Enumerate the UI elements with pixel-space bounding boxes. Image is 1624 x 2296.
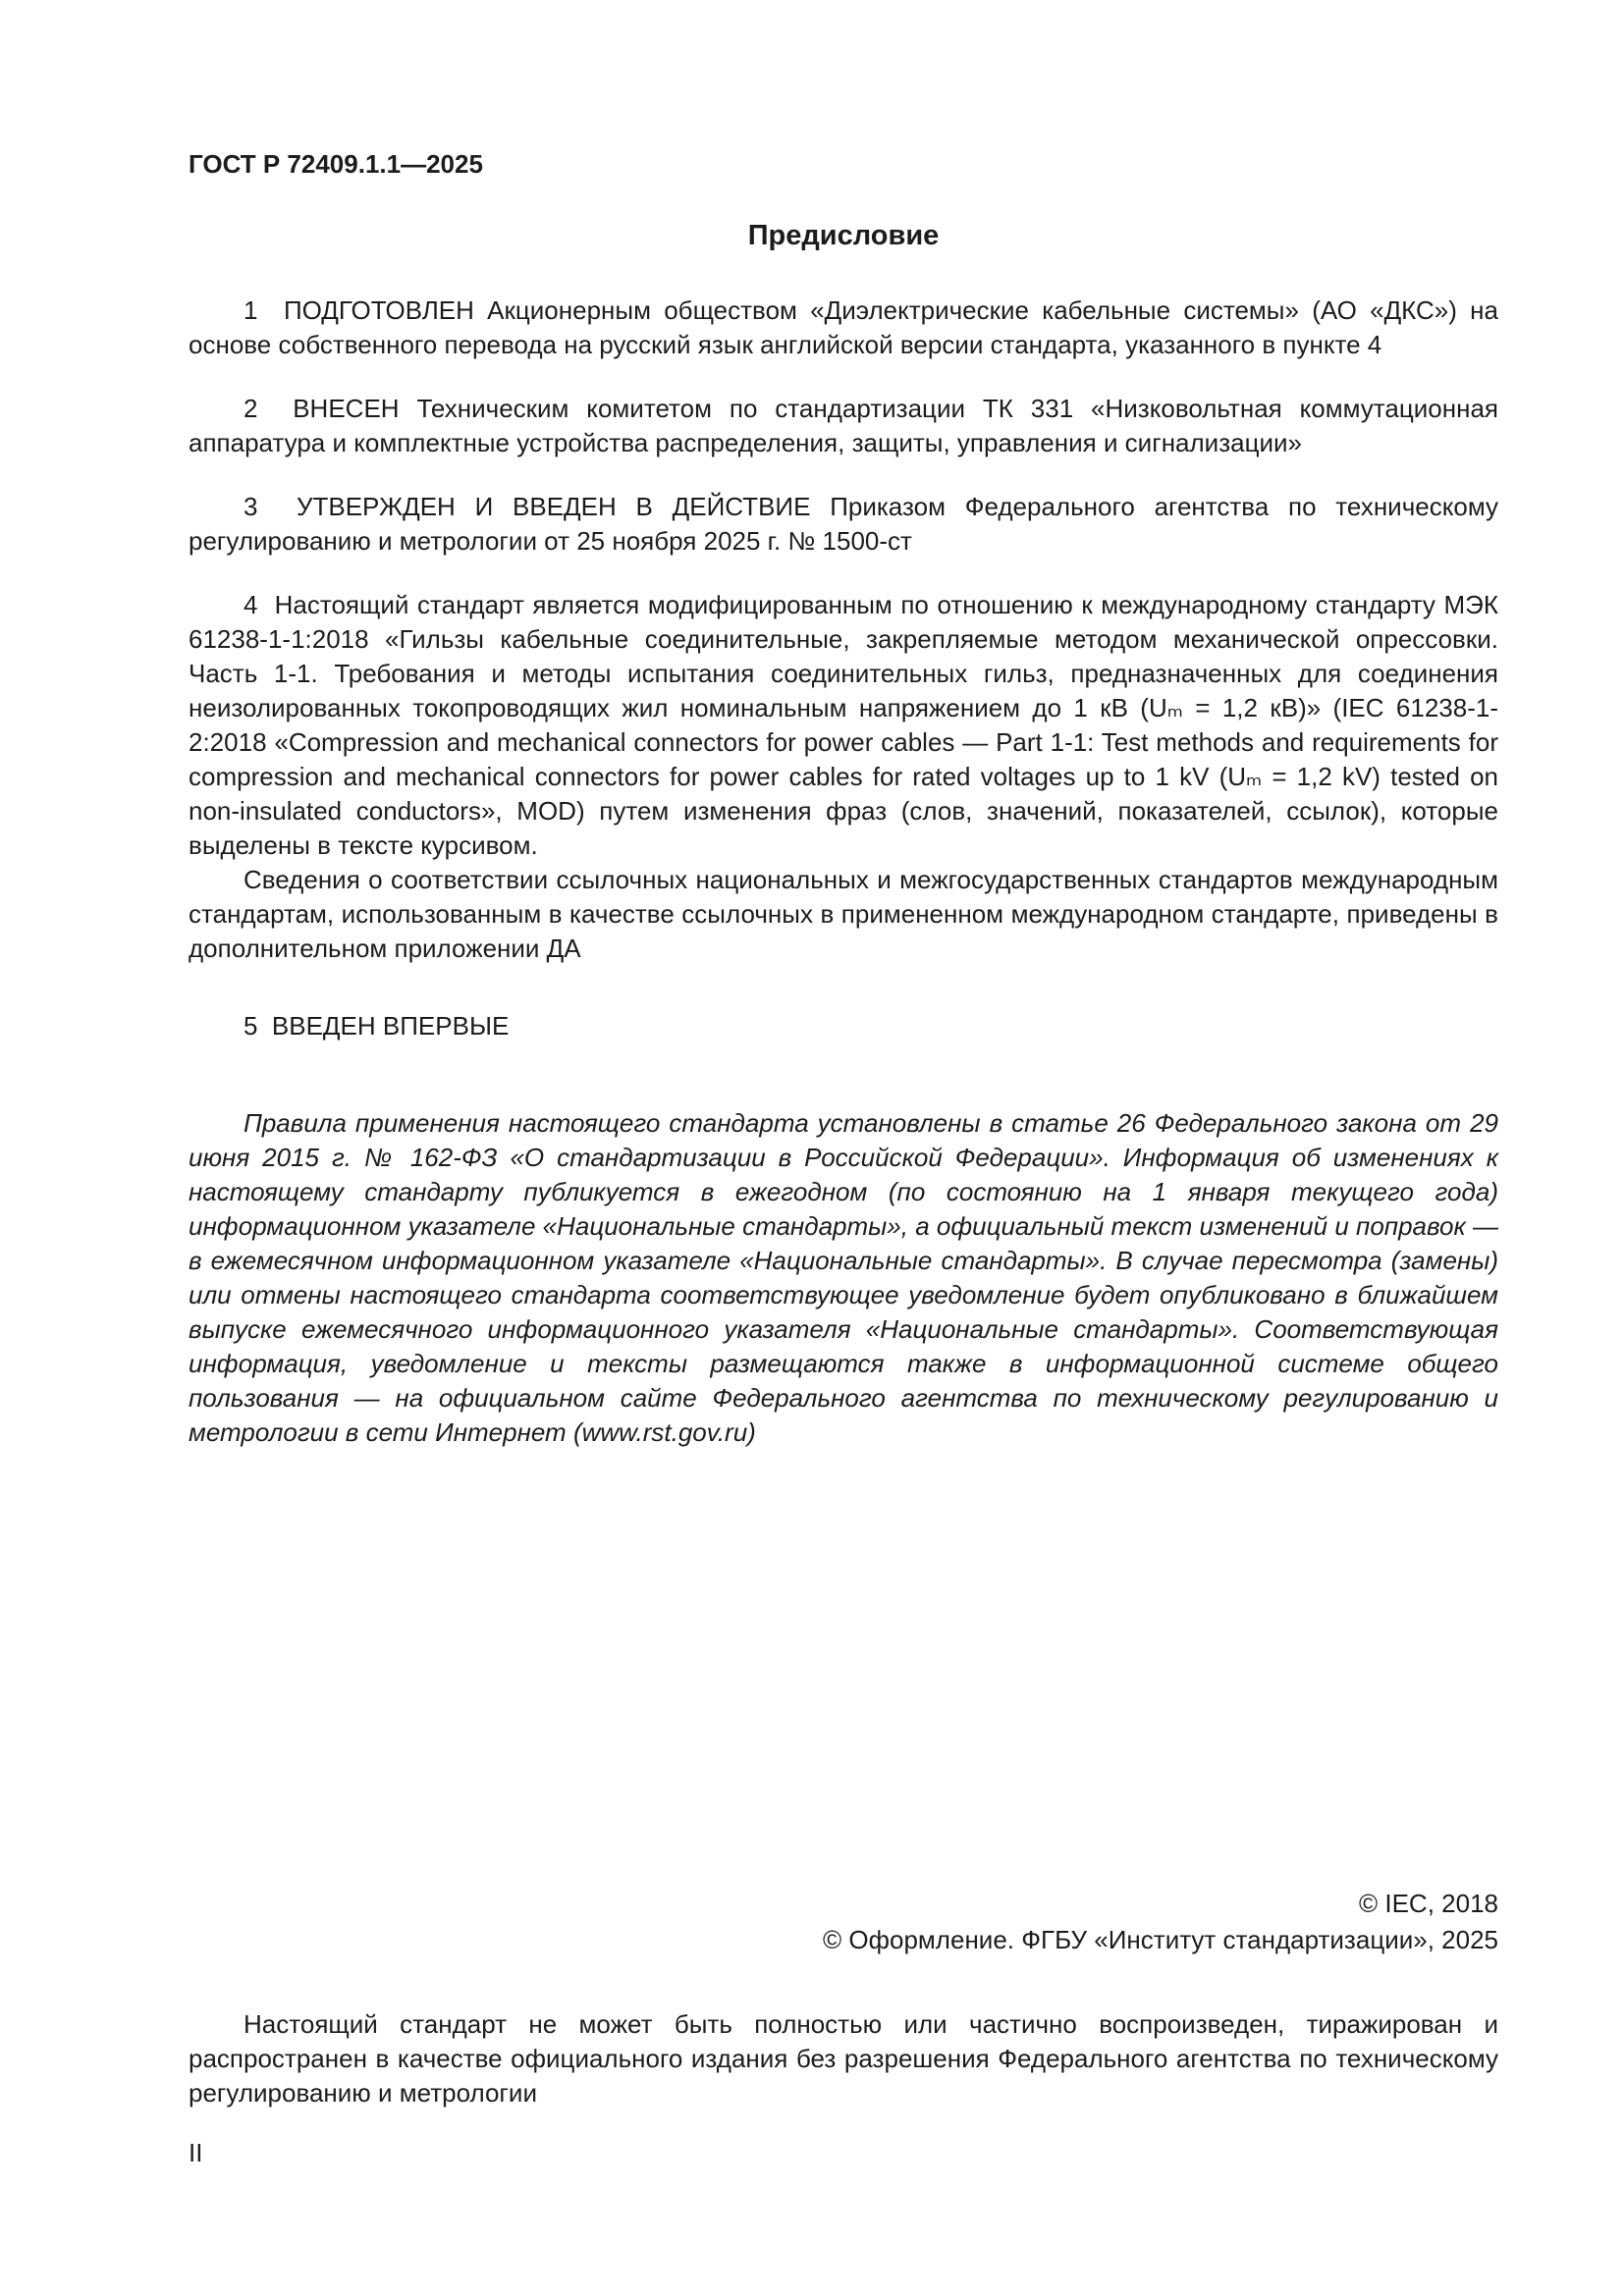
- foreword-item-3: 3 УТВЕРЖДЕН И ВВЕДЕН В ДЕЙСТВИЕ Приказом Федерального агентства по техническому регулированию и метрологии от 25 ноября 2025 г. № 1500-ст: [189, 492, 1498, 556]
- foreword-item-5: 5 ВВЕДЕН ВПЕРВЫЕ: [244, 1011, 510, 1041]
- foreword-item-1: 1 ПОДГОТОВЛЕН Акционерным обществом «Диэлектрические кабельные системы» (АО «ДКС») на основе собственного перевода на русский язык английской версии стандарта, указанного в пункте 4: [189, 295, 1498, 359]
- application-rules-notice: Правила применения настоящего стандарта установлены в статье 26 Федерального закона от 29 июня 2015 г. № 162-ФЗ «О стандартизации в Российской Федерации». Информация об изменениях к настоящему стандарту публикуется в ежегодном (по состоянию на 1 января текущего года) информационном указателе «Национальные стандарты», а официальный текст изменений и поправок — в ежемесячном информационном указателе «Национальные стандарты». В случае пересмотра (замены) или отмены настоящего стандарта соответствующее уведомление будет опубликовано в ближайшем выпуске ежемесячного информационного указателя «Национальные стандарты». Соответствующая информация, уведомление и тексты размещаются также в информационной системе общего пользования — на официальном сайте Федерального агентства по техническому регулированию и метрологии в сети Интернет (www.rst.gov.ru): [189, 1108, 1498, 1447]
- page-title: Предисловие: [747, 220, 940, 251]
- page-footer-block: [189, 1886, 1498, 2170]
- standard-designation: ГОСТ Р 72409.1.1—2025: [189, 149, 483, 179]
- foreword-item-2: 2 ВНЕСЕН Техническим комитетом по стандартизации ТК 331 «Низковольтная коммутационная аппаратура и комплектные устройства распределения, защиты, управления и сигнализации»: [189, 394, 1498, 457]
- foreword-item-4: 4 Настоящий стандарт является модифицированным по отношению к международному стандарту МЭК 61238-1-1:2018 «Гильзы кабельные соединительные, закрепляемые методом механической опрессовки. Часть 1-1. Требования и методы испытания соединительных гильз, предназначенных для соединения неизолированных токопроводящих жил номинальным напряжением до 1 кВ (Uₘ = 1,2 кВ)» (IEC 61238-1-2:2018 «Compression and mechanical connectors for power cables — Part 1-1: Test methods and requirements for compression and mechanical connectors for power cables for rated voltages up to 1 kV (Uₘ = 1,2 kV) tested on non-insulated conductors», MOD) путем изменения фраз (слов, значений, показателей, ссылок), которые выделены в тексте курсивом.: [189, 590, 1498, 860]
- copyright-line-institute: © Оформление. ФГБУ «Институт стандартизации», 2025: [823, 1925, 1498, 1954]
- copyright-block: [189, 1886, 1498, 1958]
- foreword-item-4-addendum: Сведения о соответствии ссылочных национальных и межгосударственных стандартов международным стандартам, использованным в качестве ссылочных в примененном международном стандарте, приведены в дополнительном приложении ДА: [189, 865, 1498, 963]
- distribution-disclaimer: Настоящий стандарт не может быть полностью или частично воспроизведен, тиражирован и распространен в качестве официального издания без разрешения Федерального агентства по техническому регулированию и метрологии: [189, 2009, 1498, 2108]
- page-number: II: [189, 2138, 203, 2167]
- copyright-line-iec: © IEC, 2018: [1358, 1889, 1498, 1918]
